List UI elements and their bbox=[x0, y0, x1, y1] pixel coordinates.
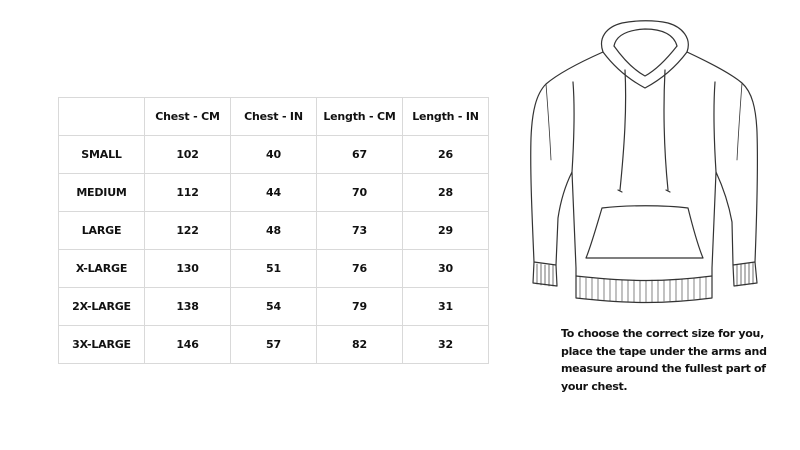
instruction-line: your chest. bbox=[561, 379, 628, 393]
table-header-row bbox=[59, 98, 489, 136]
table-row bbox=[59, 212, 489, 250]
length-cm-cell: 82 bbox=[317, 326, 403, 364]
chest-in-cell: 48 bbox=[231, 212, 317, 250]
size-label: 2X-LARGE bbox=[59, 288, 145, 326]
measurement-instructions bbox=[561, 325, 771, 395]
chest-cm-cell: 138 bbox=[145, 288, 231, 326]
chest-in-cell: 44 bbox=[231, 174, 317, 212]
hoodie-icon bbox=[520, 15, 770, 305]
header-empty bbox=[59, 98, 145, 136]
length-cm-cell: 70 bbox=[317, 174, 403, 212]
header-length-cm: Length - CM bbox=[317, 98, 403, 136]
length-cm-cell: 73 bbox=[317, 212, 403, 250]
header-chest-in: Chest - IN bbox=[231, 98, 317, 136]
size-label: LARGE bbox=[59, 212, 145, 250]
chest-cm-cell: 130 bbox=[145, 250, 231, 288]
length-in-cell: 32 bbox=[403, 326, 489, 364]
length-in-cell: 30 bbox=[403, 250, 489, 288]
length-in-cell: 31 bbox=[403, 288, 489, 326]
chest-cm-cell: 112 bbox=[145, 174, 231, 212]
length-in-cell: 28 bbox=[403, 174, 489, 212]
table-row bbox=[59, 288, 489, 326]
instruction-line: place the tape under the arms and bbox=[561, 344, 767, 358]
table-row bbox=[59, 326, 489, 364]
length-in-cell: 29 bbox=[403, 212, 489, 250]
chest-cm-cell: 122 bbox=[145, 212, 231, 250]
size-label: MEDIUM bbox=[59, 174, 145, 212]
instruction-line: measure around the fullest part of bbox=[561, 362, 766, 375]
header-chest-cm: Chest - CM bbox=[145, 98, 231, 136]
chest-in-cell: 57 bbox=[231, 326, 317, 364]
table-row bbox=[59, 250, 489, 288]
length-in-cell: 26 bbox=[403, 136, 489, 174]
length-cm-cell: 79 bbox=[317, 288, 403, 326]
instruction-line: To choose the correct size for you, bbox=[561, 327, 764, 340]
chest-in-cell: 54 bbox=[231, 288, 317, 326]
chest-cm-cell: 146 bbox=[145, 326, 231, 364]
chest-in-cell: 51 bbox=[231, 250, 317, 288]
size-label: 3X-LARGE bbox=[59, 326, 145, 364]
length-cm-cell: 76 bbox=[317, 250, 403, 288]
size-chart-table bbox=[58, 97, 489, 364]
header-length-in: Length - IN bbox=[403, 98, 489, 136]
table-row bbox=[59, 174, 489, 212]
length-cm-cell: 67 bbox=[317, 136, 403, 174]
chest-cm-cell: 102 bbox=[145, 136, 231, 174]
size-label: X-LARGE bbox=[59, 250, 145, 288]
table-row bbox=[59, 136, 489, 174]
size-label: SMALL bbox=[59, 136, 145, 174]
chest-in-cell: 40 bbox=[231, 136, 317, 174]
